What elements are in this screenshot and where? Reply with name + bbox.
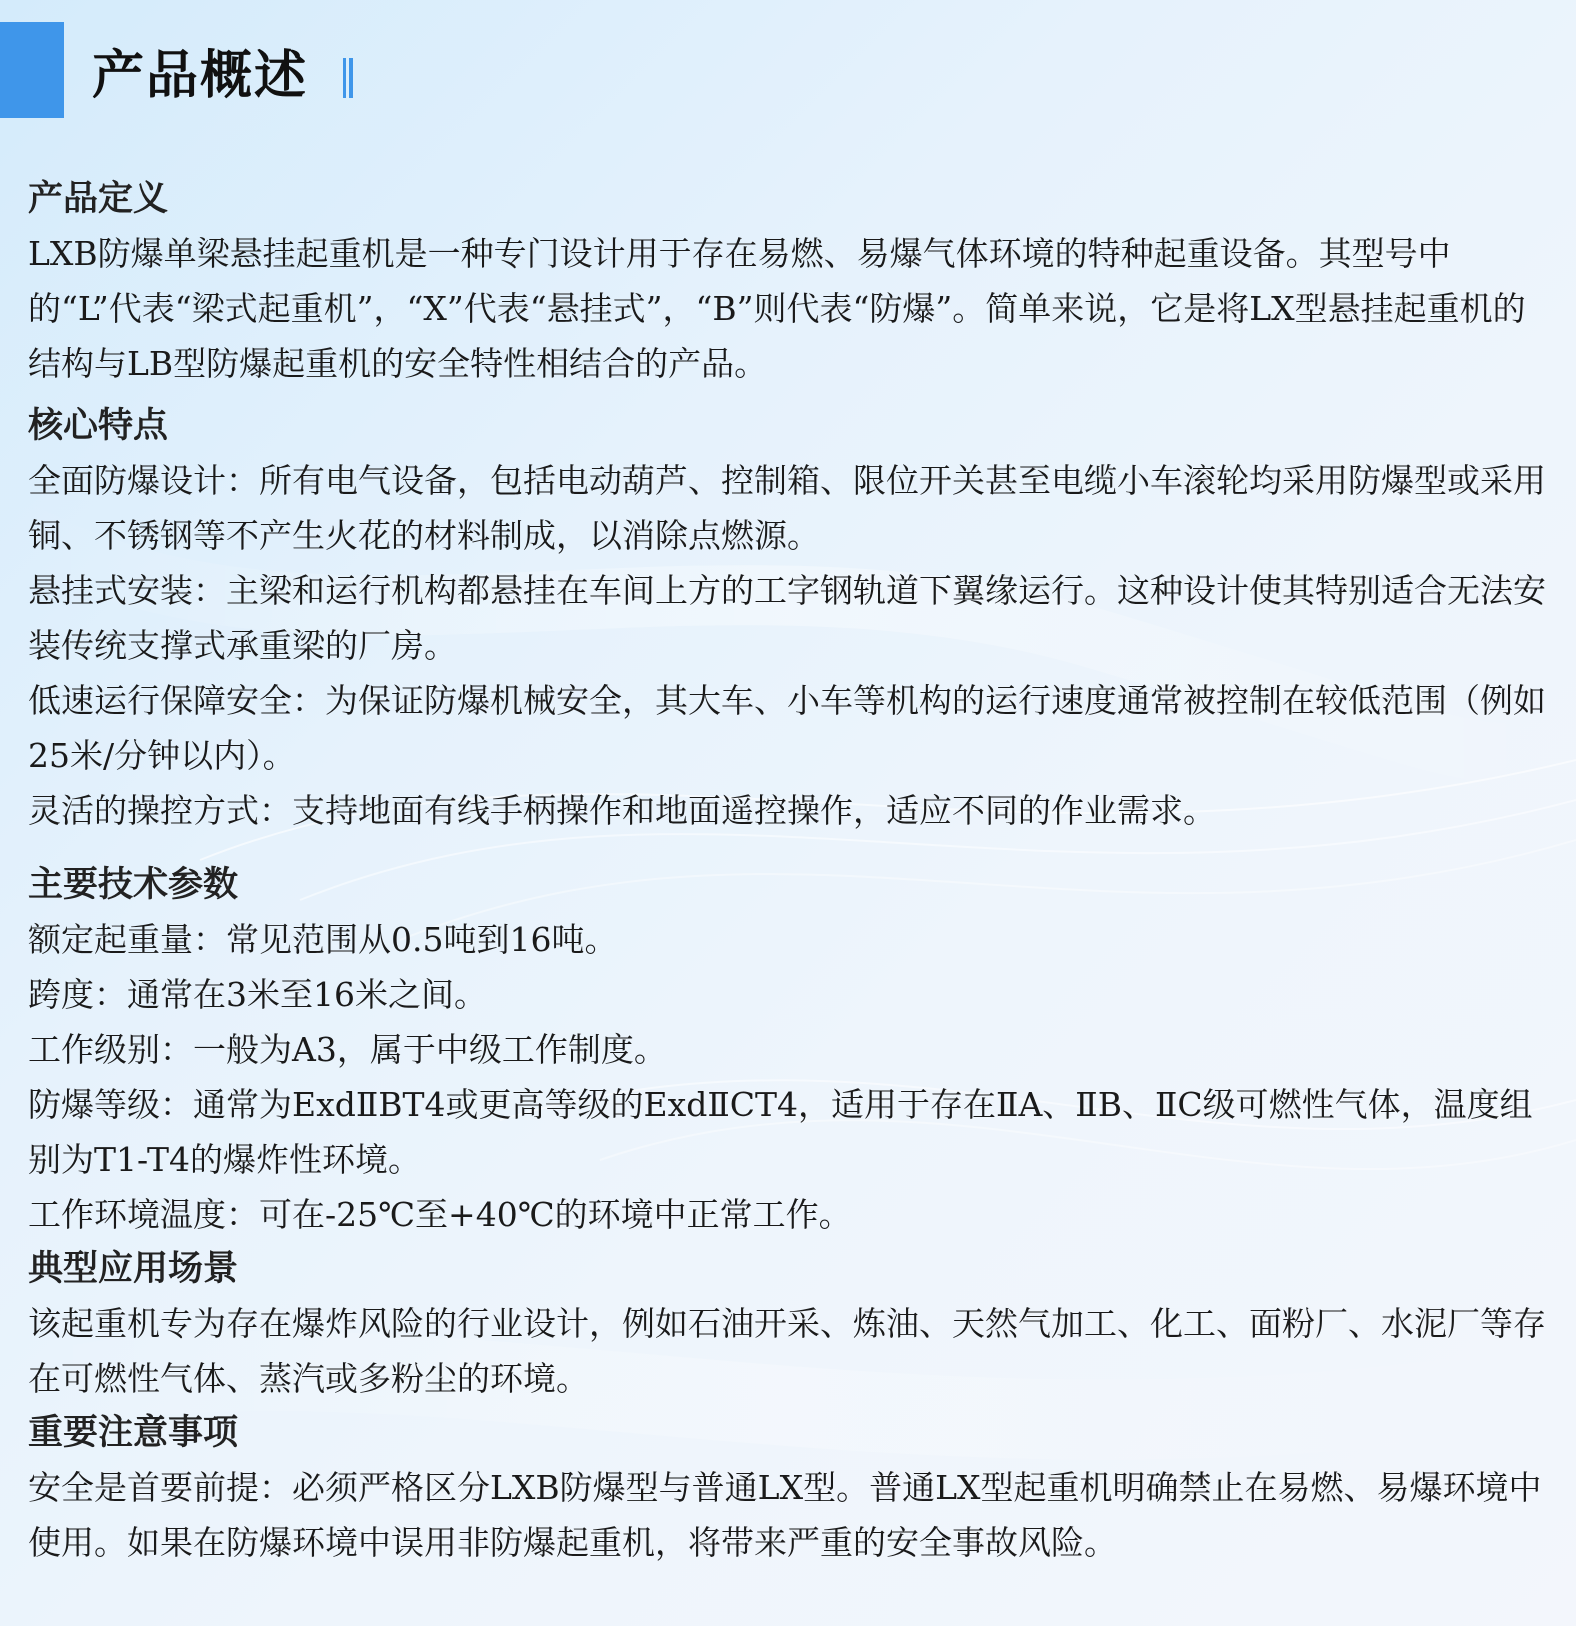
param-item: 额定起重量：常见范围从0.5吨到16吨。 <box>28 920 618 959</box>
document-body <box>28 172 1548 1570</box>
param-item: 工作环境温度：可在-25℃至+40℃的环境中正常工作。 <box>28 1195 852 1234</box>
feature-item: 灵活的操控方式：支持地面有线手柄操作和地面遥控操作，适应不同的作业需求。 <box>28 791 1216 830</box>
param-item: 跨度：通常在3米至16米之间。 <box>28 975 487 1014</box>
section-heading-notes: 重要注意事项 <box>28 1412 239 1453</box>
definition-text: LXB防爆单梁悬挂起重机是一种专门设计用于存在易燃、易爆气体环境的特种起重设备。其型号中的“L”代表“梁式起重机”，“X”代表“悬挂式”，“B”则代表“防爆”。简单来说，它是将LX型悬挂起重机的结构与LB型防爆起重机的安全特性相结合的产品。 <box>28 234 1526 383</box>
header-accent-bar <box>0 22 64 118</box>
title-decor-mark <box>343 58 353 98</box>
notes-text: 安全是首要前提：必须严格区分LXB防爆型与普通LX型。普通LX型起重机明确禁止在易燃、易爆环境中使用。如果在防爆环境中误用非防爆起重机，将带来严重的安全事故风险。 <box>28 1468 1542 1562</box>
feature-item: 低速运行保障安全：为保证防爆机械安全，其大车、小车等机构的运行速度通常被控制在较低范围（例如25米/分钟以内）。 <box>28 681 1546 775</box>
param-item: 防爆等级：通常为ExdⅡBT4或更高等级的ExdⅡCT4，适用于存在ⅡA、ⅡB、ⅡC级可燃性气体，温度组别为T1-T4的爆炸性环境。 <box>28 1085 1533 1179</box>
section-heading-definition: 产品定义 <box>28 178 169 219</box>
section-heading-applications: 典型应用场景 <box>28 1248 239 1289</box>
feature-item: 全面防爆设计：所有电气设备，包括电动葫芦、控制箱、限位开关甚至电缆小车滚轮均采用防爆型或采用铜、不锈钢等不产生火花的材料制成，以消除点燃源。 <box>28 461 1546 555</box>
section-heading-features: 核心特点 <box>28 405 169 446</box>
section-heading-params: 主要技术参数 <box>28 864 239 905</box>
applications-text: 该起重机专为存在爆炸风险的行业设计，例如石油开采、炼油、天然气加工、化工、面粉厂、水泥厂等存在可燃性气体、蒸汽或多粉尘的环境。 <box>28 1304 1546 1398</box>
page-title: 产品概述 <box>92 46 309 106</box>
param-item: 工作级别：一般为A3，属于中级工作制度。 <box>28 1030 667 1069</box>
feature-item: 悬挂式安装：主梁和运行机构都悬挂在车间上方的工字钢轨道下翼缘运行。这种设计使其特别适合无法安装传统支撑式承重梁的厂房。 <box>28 571 1546 665</box>
